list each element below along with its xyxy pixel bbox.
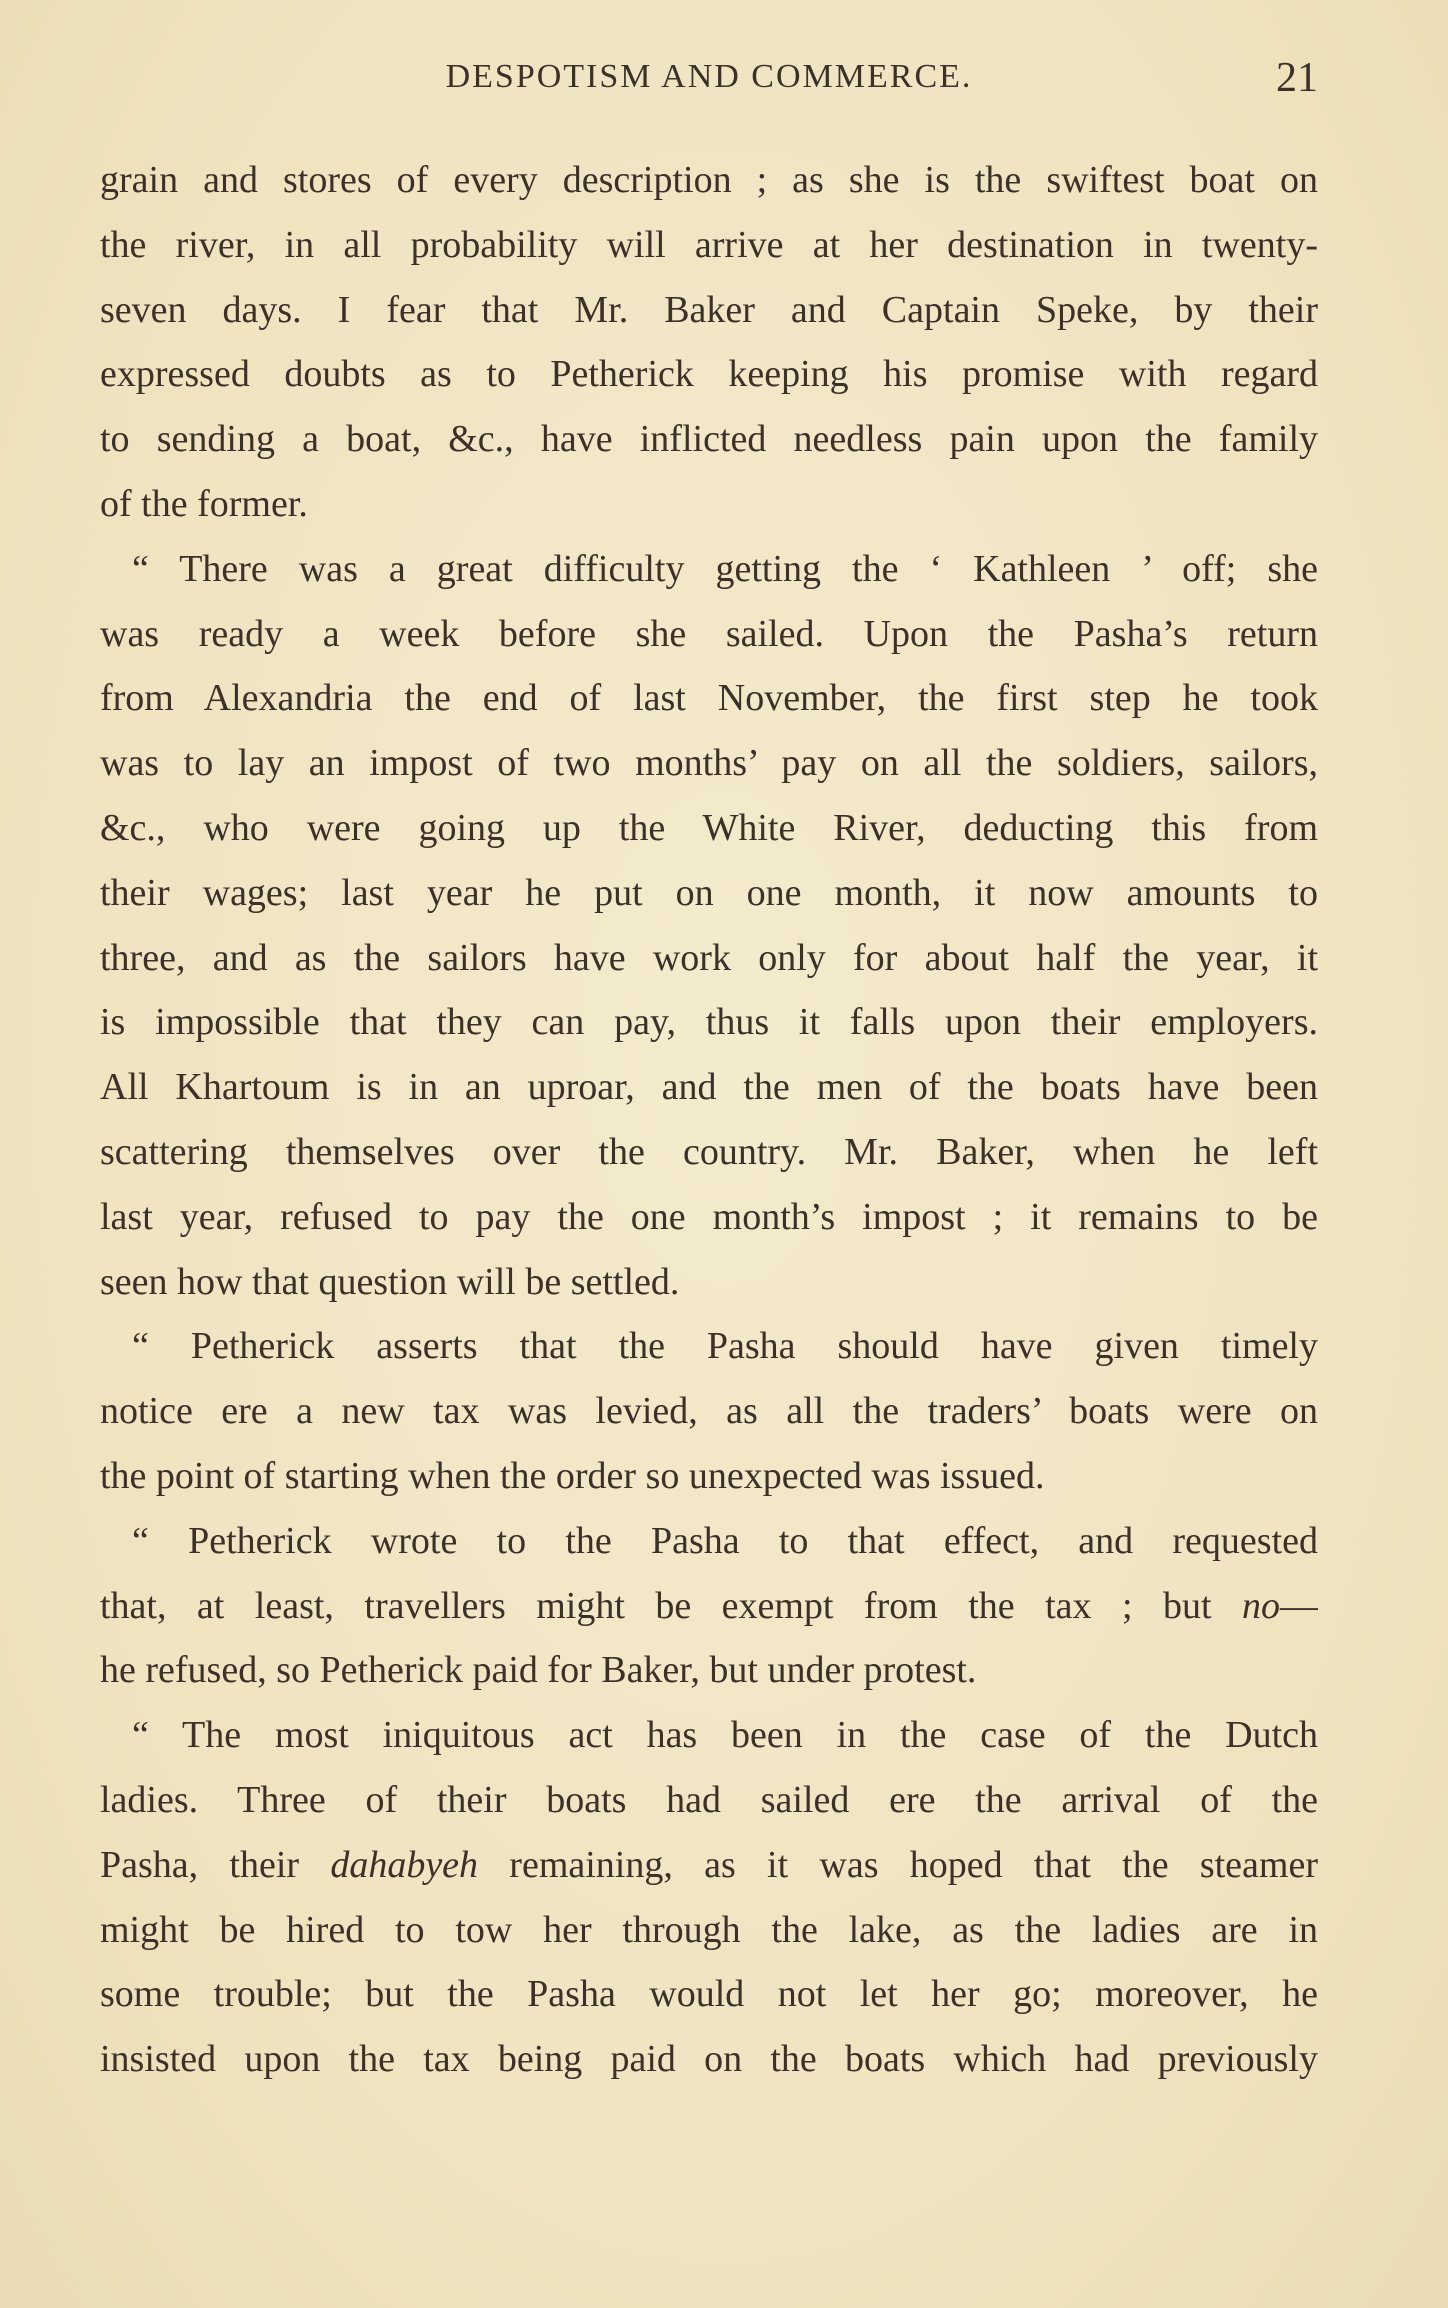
text-line: from Alexandria the end of last November, the first step he took <box>100 677 1318 720</box>
running-head: DESPOTISM AND COMMERCE. <box>445 58 973 95</box>
paragraph-start-line: “ There was a great difficulty getting the ‘ Kathleen ’ off; she <box>132 547 1318 590</box>
italic-word: no <box>1242 1584 1280 1627</box>
text-line: might be hired to tow her through the lake, as the ladies are in <box>100 1908 1318 1951</box>
text-line: was ready a week before she sailed. Upon the Pasha’s return <box>100 612 1318 655</box>
text-line: ladies. Three of their boats had sailed ere the arrival of the <box>100 1778 1318 1821</box>
page-number: 21 <box>1276 55 1318 101</box>
text-line: seen how that question will be settled. <box>100 1260 680 1303</box>
text-line: of the former. <box>100 482 308 525</box>
text-line: their wages; last year he put on one month, it now amounts to <box>100 871 1318 914</box>
text-line: is impossible that they can pay, thus it falls upon their employers. <box>100 1001 1318 1044</box>
text-line: last year, refused to pay the one month’s impost ; it remains to be <box>100 1195 1318 1238</box>
text-line: scattering themselves over the country. Mr. Baker, when he left <box>100 1130 1318 1173</box>
text-line: the river, in all probability will arrive at her destination in twenty- <box>100 223 1318 266</box>
text-line: All Khartoum is in an uproar, and the men of the boats have been <box>100 1066 1318 1109</box>
paragraph-start-line: “ Petherick asserts that the Pasha should have given timely <box>132 1325 1318 1368</box>
text-line: notice ere a new tax was levied, as all the traders’ boats were on <box>100 1390 1318 1433</box>
text-line: seven days. I fear that Mr. Baker and Captain Speke, by their <box>100 288 1318 331</box>
text-line: insisted upon the tax being paid on the boats which had previously <box>100 2038 1318 2081</box>
text-line: three, and as the sailors have work only for about half the year, it <box>100 936 1318 979</box>
page-header <box>100 52 1318 112</box>
text-line: was to lay an impost of two months’ pay on all the soldiers, sailors, <box>100 742 1318 785</box>
text-line: that, at least, travellers might be exempt from the tax ; but no— <box>100 1584 1318 1627</box>
text-line: some trouble; but the Pasha would not let her go; moreover, he <box>100 1973 1318 2016</box>
text-line: the point of starting when the order so unexpected was issued. <box>100 1454 1045 1497</box>
text-line: to sending a boat, &c., have inflicted needless pain upon the family <box>100 418 1318 461</box>
paragraph-start-line: “ Petherick wrote to the Pasha to that effect, and requested <box>132 1519 1318 1562</box>
text-line: grain and stores of every description ; as she is the swiftest boat on <box>100 159 1318 201</box>
text-line: expressed doubts as to Petherick keeping his promise with regard <box>100 353 1318 396</box>
text-line: &c., who were going up the White River, deducting this from <box>100 806 1318 849</box>
text-line: Pasha, their dahabyeh remaining, as it was hoped that the steamer <box>100 1843 1318 1886</box>
text-line: he refused, so Petherick paid for Baker, but under protest. <box>100 1649 977 1692</box>
paragraph-start-line: “ The most iniquitous act has been in the case of the Dutch <box>132 1714 1318 1757</box>
italic-word: dahabyeh <box>330 1843 479 1886</box>
body-text <box>100 148 1318 2092</box>
